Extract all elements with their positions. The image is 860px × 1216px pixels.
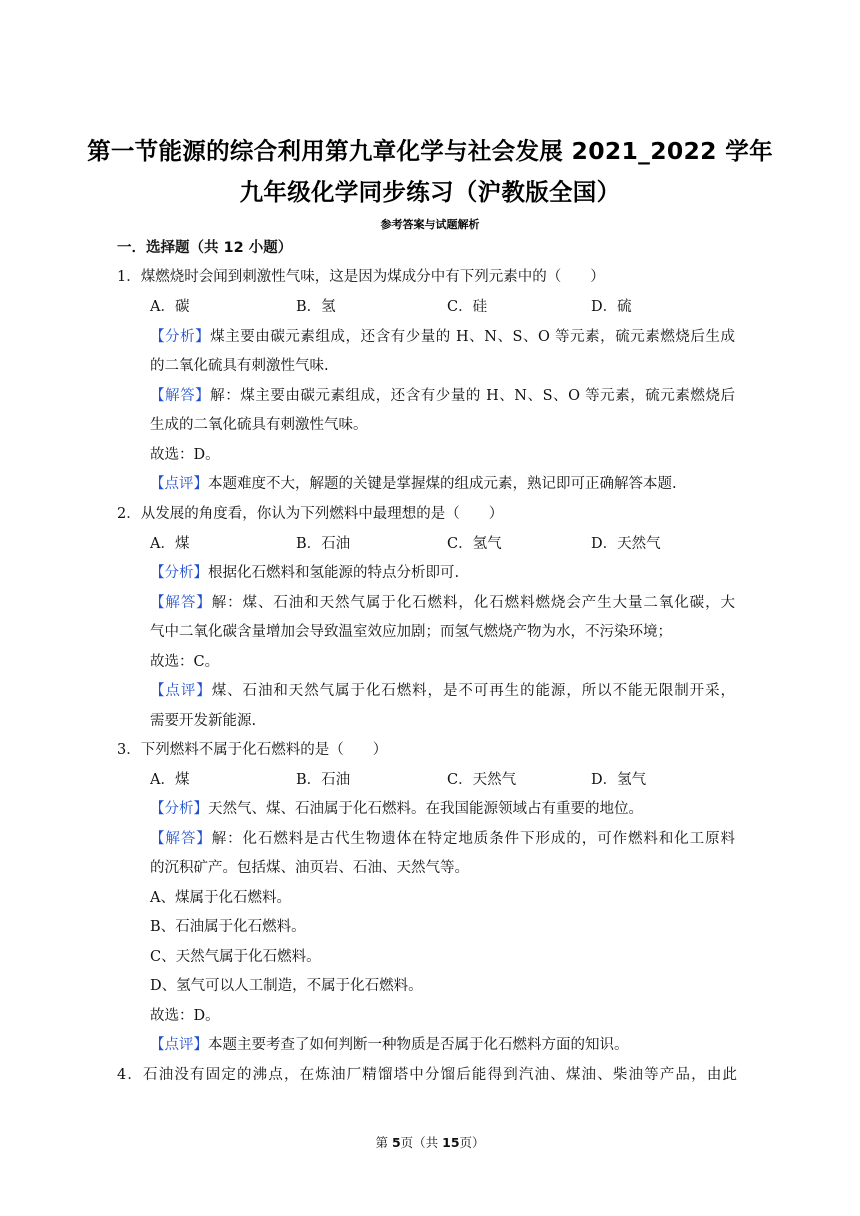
comment-tag: 【点评】 bbox=[150, 1037, 208, 1053]
footer-total-pages: 15 bbox=[442, 1135, 460, 1150]
question-1-option-c: C．硅 bbox=[447, 299, 488, 315]
answer-text: 解：化石燃料是古代生物遗体在特定地质条件下形成的，可作燃料和化工原料 bbox=[211, 831, 736, 847]
question-1-option-a: A．碳 bbox=[150, 299, 190, 315]
footer-suffix: 页） bbox=[459, 1135, 485, 1150]
question-1-answer-cont: 生成的二氧化硫具有刺激性气味。 bbox=[150, 417, 368, 433]
question-1-option-b: B．氢 bbox=[296, 299, 336, 315]
answer-tag: 【解答】 bbox=[150, 595, 212, 611]
page-subtitle: 参考答案与试题解析 bbox=[380, 218, 480, 231]
question-3-analysis bbox=[150, 799, 735, 819]
page-footer bbox=[0, 1133, 860, 1151]
question-3-option-c: C．天然气 bbox=[447, 772, 517, 788]
answer-text: 解：煤、石油和天然气属于化石燃料，化石燃料燃烧会产生大量二氧化碳，大 bbox=[211, 595, 736, 611]
question-4-stem: 4．石油没有固定的沸点，在炼油厂精馏塔中分馏后能得到汽油、煤油、柴油等产品，由此 bbox=[117, 1067, 737, 1083]
question-1-answer bbox=[150, 386, 735, 406]
question-2-analysis bbox=[150, 563, 735, 583]
question-3-answer-c: C、天然气属于化石燃料。 bbox=[150, 949, 321, 965]
question-3-answer-b: B、石油属于化石燃料。 bbox=[150, 919, 306, 935]
comment-text: 本题主要考查了如何判断一种物质是否属于化石燃料方面的知识。 bbox=[208, 1037, 629, 1053]
comment-tag: 【点评】 bbox=[150, 476, 208, 492]
footer-prefix: 第 bbox=[375, 1135, 392, 1150]
question-1-analysis bbox=[150, 327, 735, 347]
question-3-answer-d: D、氢气可以人工制造，不属于化石燃料。 bbox=[150, 978, 423, 994]
question-3-answer-cont: 的沉积矿产。包括煤、油页岩、石油、天然气等。 bbox=[150, 860, 469, 876]
question-2-choice: 故选：C。 bbox=[150, 654, 220, 670]
analysis-text: 天然气、煤、石油属于化石燃料。在我国能源领域占有重要的地位。 bbox=[208, 801, 643, 817]
question-3-option-d: D．氢气 bbox=[591, 772, 647, 788]
footer-page-number: 5 bbox=[391, 1135, 401, 1150]
question-3-answer bbox=[150, 829, 735, 849]
page-title-line-2: 九年级化学同步练习（沪教版全国） bbox=[239, 178, 621, 206]
question-3-option-b: B．石油 bbox=[296, 772, 351, 788]
question-2-option-b: B．石油 bbox=[296, 536, 351, 552]
question-2-option-d: D．天然气 bbox=[591, 536, 661, 552]
question-2-answer bbox=[150, 593, 735, 613]
analysis-text: 根据化石燃料和氢能源的特点分析即可. bbox=[208, 565, 460, 581]
question-1-comment bbox=[150, 474, 735, 494]
question-1-option-d: D．硫 bbox=[591, 299, 632, 315]
question-3-answer-a: A、煤属于化石燃料。 bbox=[150, 890, 291, 906]
comment-tag: 【点评】 bbox=[150, 683, 212, 699]
question-3-option-a: A．煤 bbox=[150, 772, 190, 788]
page-title-line-1: 第一节能源的综合利用第九章化学与社会发展 2021_2022 学年 bbox=[87, 137, 773, 165]
question-2-option-c: C．氢气 bbox=[447, 536, 502, 552]
comment-text: 本题难度不大，解题的关键是掌握煤的组成元素，熟记即可正确解答本题. bbox=[208, 476, 677, 492]
analysis-tag: 【分析】 bbox=[150, 565, 208, 581]
question-2-stem: 2．从发展的角度看，你认为下列燃料中最理想的是（ ） bbox=[117, 506, 504, 522]
question-1-analysis-cont: 的二氧化硫具有刺激性气味. bbox=[150, 358, 329, 374]
question-1-stem: 1．煤燃烧时会闻到刺激性气味，这是因为煤成分中有下列元素中的（ ） bbox=[117, 269, 605, 285]
question-3-stem: 3．下列燃料不属于化石燃料的是（ ） bbox=[117, 742, 388, 758]
answer-tag: 【解答】 bbox=[150, 388, 211, 404]
analysis-tag: 【分析】 bbox=[150, 329, 211, 345]
analysis-text: 煤主要由碳元素组成，还含有少量的 H、N、S、O 等元素，硫元素燃烧后生成 bbox=[210, 329, 735, 345]
question-3-comment bbox=[150, 1035, 735, 1055]
question-3-choice: 故选：D。 bbox=[150, 1008, 220, 1024]
section-heading: 一．选择题（共 12 小题） bbox=[117, 240, 293, 256]
answer-tag: 【解答】 bbox=[150, 831, 212, 847]
answer-text: 解：煤主要由碳元素组成，还含有少量的 H、N、S、O 等元素，硫元素燃烧后 bbox=[210, 388, 735, 404]
comment-text: 煤、石油和天然气属于化石燃料，是不可再生的能源，所以不能无限制开采， bbox=[211, 683, 736, 699]
footer-middle: 页（共 bbox=[400, 1135, 443, 1150]
question-2-answer-cont: 气中二氧化碳含量增加会导致温室效应加剧；而氢气燃烧产物为水，不污染环境； bbox=[150, 624, 672, 640]
question-2-comment-cont: 需要开发新能源. bbox=[150, 713, 257, 729]
question-2-comment bbox=[150, 681, 735, 701]
question-1-choice: 故选：D。 bbox=[150, 447, 220, 463]
analysis-tag: 【分析】 bbox=[150, 801, 208, 817]
question-2-option-a: A．煤 bbox=[150, 536, 190, 552]
